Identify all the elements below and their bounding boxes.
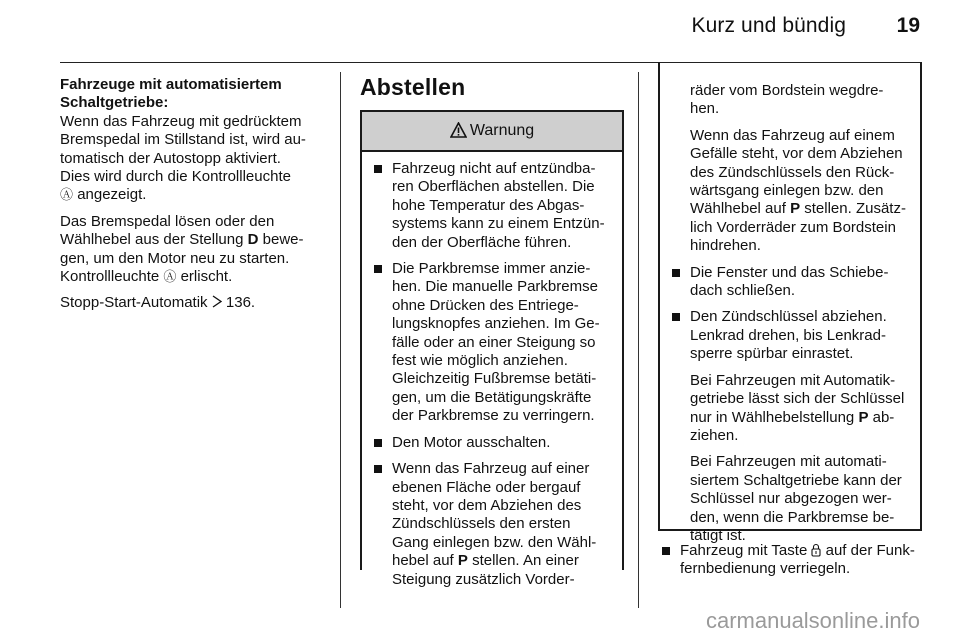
text-line: ohne Drücken des Entriege-: [392, 296, 579, 314]
text-line: bewe-: [258, 231, 304, 249]
continued-text: [670, 82, 914, 119]
gear-position-p: P: [790, 200, 801, 218]
text-line: Gleichzeitig Fußbremse betäti-: [392, 370, 597, 388]
lock-key-icon: [811, 543, 821, 557]
text-line: Bremspedal im Stillstand ist, wird au-: [60, 131, 306, 149]
text-line: auf der Funk-: [821, 542, 915, 559]
text-line: fest wie möglich anziehen.: [392, 352, 568, 370]
list-item: [372, 160, 616, 252]
text-line: Stopp-Start-Automatik: [60, 294, 212, 312]
text-line: den, wenn die Parkbremse be-: [690, 508, 895, 526]
text-line: Wenn das Fahrzeug auf einem: [690, 126, 895, 144]
text-line: erlischt.: [176, 268, 233, 286]
text-line: getriebe lässt sich der Schlüssel: [690, 390, 905, 408]
text-line: Zündschlüssels den ersten: [392, 515, 571, 533]
warning-box-continued: [658, 62, 922, 544]
text-line: nur in Wählhebelstellung: [690, 408, 859, 426]
text-line: dach schließen.: [690, 282, 796, 300]
running-header-title: Kurz und bündig: [691, 14, 846, 37]
warning-label: Warnung: [469, 122, 535, 139]
text-line: stellen. An einer: [467, 552, 579, 570]
text-line: systems kann zu einem Entzün-: [392, 215, 605, 233]
list-item: [372, 460, 616, 589]
warning-header: [362, 112, 622, 152]
text-line: Den Motor ausschalten.: [392, 433, 551, 451]
page-number: 19: [896, 14, 920, 37]
left-column: [60, 76, 332, 321]
list-item: [372, 260, 616, 426]
text-line: hen. Die manuelle Parkbremse: [392, 278, 598, 296]
text-line: lich Vorderräder zum Bordstein: [690, 218, 896, 236]
text-line: fälle oder an einer Steigung so: [392, 333, 596, 351]
paragraph-reference: [60, 294, 332, 312]
watermark: carmanualsonline.info: [705, 608, 920, 633]
text-line: Bei Fahrzeugen mit Automatik-: [690, 371, 896, 389]
text-line: angezeigt.: [77, 186, 147, 204]
text-line: Kontrollleuchte: [60, 268, 164, 286]
warning-triangle-icon: [450, 122, 467, 138]
text-line: Wenn das Fahrzeug auf einer: [392, 460, 590, 478]
text-line: gen, um die Betätigungskräfte: [392, 388, 592, 406]
text-line: der Parkbremse zu verringern.: [392, 407, 595, 425]
text-line: Den Zündschlüssel abziehen.: [690, 308, 887, 326]
text-line: wärtsgang einlegen bzw. den: [690, 182, 884, 200]
text-line: Lenkrad drehen, bis Lenkrad-: [690, 326, 886, 344]
text-line: Gefälle steht, vor dem Abziehen: [690, 145, 903, 163]
autostop-indicator-icon: Ⓐ: [163, 269, 177, 285]
page-reference-arrow-icon: [212, 295, 222, 308]
text-line: Die Fenster und das Schiebe-: [690, 263, 889, 281]
subheading-line: Fahrzeuge mit automatisiertem: [60, 76, 282, 93]
warning-body: [362, 152, 622, 589]
paragraph-autostop: [60, 113, 332, 205]
text-line: Gang einlegen bzw. den Wähl-: [392, 533, 597, 551]
list-item: [372, 434, 616, 452]
text-line: Die Parkbremse immer anzie-: [392, 260, 591, 278]
autostop-indicator-icon: Ⓐ: [60, 187, 74, 203]
column-divider-right: [638, 72, 639, 608]
text-line: räder vom Bordstein wegdre-: [690, 82, 884, 99]
column-divider-left: [340, 72, 341, 608]
right-column-bottom: [660, 542, 922, 587]
text-line: steht, vor dem Abziehen des: [392, 496, 582, 514]
warning-box: [360, 110, 624, 588]
text-line: Steigung zusätzlich Vorder-: [392, 570, 575, 588]
gear-position-d: D: [247, 231, 259, 249]
automatic-paragraph: [670, 372, 914, 446]
paragraph-restart: [60, 213, 332, 287]
text-line: ebenen Fläche oder bergauf: [392, 478, 581, 496]
text-line: des Zündschlüssels den Rück-: [690, 163, 895, 181]
text-line: sperre spürbar einrastet.: [690, 345, 854, 363]
text-line: stellen. Zusätz-: [800, 200, 906, 218]
page-reference-link[interactable]: 136.: [225, 294, 256, 312]
text-line: Wählhebel auf: [690, 200, 791, 218]
section-title: Abstellen: [360, 74, 466, 100]
list-item: [670, 264, 914, 301]
text-line: Schlüssel nur abgezogen wer-: [690, 490, 892, 508]
warning-body-continued: [660, 62, 920, 545]
list-item: [660, 542, 922, 579]
text-line: ziehen.: [690, 426, 739, 444]
text-line: tätigt ist.: [690, 526, 746, 544]
text-line: hen.: [690, 100, 720, 118]
slope-paragraph: [670, 127, 914, 256]
list-item: [670, 308, 914, 363]
text-line: tomatisch der Autostopp aktiviert.: [60, 149, 281, 167]
text-line: Bei Fahrzeugen mit automati-: [690, 453, 887, 471]
text-line: Fahrzeug nicht auf entzündba-: [392, 160, 596, 177]
text-line: hindrehen.: [690, 237, 761, 255]
gear-position-p: P: [457, 552, 468, 570]
text-line: Fahrzeug mit Taste: [680, 542, 812, 559]
text-line: Wenn das Fahrzeug mit gedrücktem: [60, 112, 302, 130]
text-line: hebel auf: [392, 552, 458, 570]
text-line: Dies wird durch die Kontrollleuchte: [60, 168, 291, 186]
subheading-line: Schaltgetriebe:: [60, 94, 169, 112]
text-line: lungsknopfes anziehen. Im Ge-: [392, 315, 600, 333]
text-line: gen, um den Motor neu zu starten.: [60, 249, 290, 267]
automated-paragraph: [670, 453, 914, 545]
text-line: Wählhebel aus der Stellung: [60, 231, 248, 249]
text-line: ren Oberflächen abstellen. Die: [392, 178, 595, 196]
text-line: ab-: [868, 408, 895, 426]
text-line: den der Oberfläche führen.: [392, 233, 572, 251]
text-line: fernbedienung verriegeln.: [680, 560, 851, 578]
gear-position-p: P: [858, 408, 869, 426]
text-line: siertem Schaltgetriebe kann der: [690, 471, 902, 489]
text-line: hohe Temperatur des Abgas-: [392, 196, 585, 214]
text-line: Das Bremspedal lösen oder den: [60, 212, 275, 230]
